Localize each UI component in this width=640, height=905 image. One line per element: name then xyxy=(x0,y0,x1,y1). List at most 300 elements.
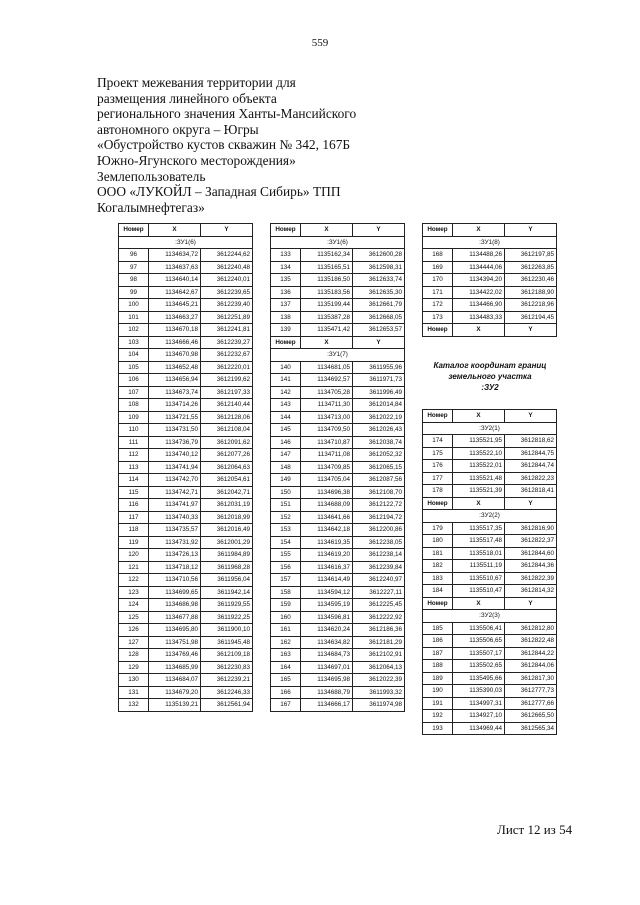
column-header-number: Номер xyxy=(423,597,453,610)
title-line: автономного округа – Югры xyxy=(97,121,259,137)
coordinate-x: 1134666,46 xyxy=(149,336,201,349)
point-number: 147 xyxy=(271,449,301,462)
point-number: 144 xyxy=(271,411,301,424)
coordinate-x: 1135186,50 xyxy=(301,274,353,287)
coordinate-x: 1135387,28 xyxy=(301,311,353,324)
point-number: 176 xyxy=(423,460,453,473)
table-row xyxy=(423,647,557,660)
coordinate-x: 1134699,65 xyxy=(149,586,201,599)
point-number: 121 xyxy=(119,561,149,574)
coordinate-x: 1134688,79 xyxy=(301,686,353,699)
point-number: 145 xyxy=(271,424,301,437)
coordinate-y: 3612227,11 xyxy=(353,586,405,599)
table-header-row xyxy=(423,597,557,610)
point-number: 183 xyxy=(423,572,453,585)
coordinate-y: 3612218,96 xyxy=(505,299,557,312)
table-row xyxy=(271,461,405,474)
point-number: 193 xyxy=(423,722,453,735)
section-row xyxy=(423,610,557,623)
table-row xyxy=(119,674,253,687)
coordinate-x: 1134709,50 xyxy=(301,424,353,437)
table-row xyxy=(423,249,557,262)
table-row xyxy=(271,536,405,549)
coordinate-y: 3611968,28 xyxy=(201,561,253,574)
point-number: 149 xyxy=(271,474,301,487)
coordinate-y: 3612108,04 xyxy=(201,424,253,437)
coordinate-y: 3612140,44 xyxy=(201,399,253,412)
coordinate-y: 3612240,01 xyxy=(201,274,253,287)
coordinate-x: 1134619,35 xyxy=(301,536,353,549)
table-header-row xyxy=(423,497,557,510)
coordinate-x: 1134711,08 xyxy=(301,449,353,462)
point-number: 191 xyxy=(423,697,453,710)
point-number: 128 xyxy=(119,649,149,662)
point-number: 141 xyxy=(271,374,301,387)
table-row xyxy=(423,472,557,485)
column-header-x: X xyxy=(453,597,505,610)
table-row xyxy=(271,449,405,462)
coordinate-x: 1134736,79 xyxy=(149,436,201,449)
column-header-x: X xyxy=(453,410,505,423)
coordinate-x: 1134444,06 xyxy=(453,261,505,274)
coordinate-y: 3612239,21 xyxy=(201,674,253,687)
point-number: 122 xyxy=(119,574,149,587)
point-number: 103 xyxy=(119,336,149,349)
coordinate-y: 3612188,90 xyxy=(505,286,557,299)
coordinate-y: 3612598,31 xyxy=(353,261,405,274)
catalog-caption-line: земельного участка xyxy=(448,372,532,381)
coordinate-y: 3612844,75 xyxy=(505,447,557,460)
table-row xyxy=(271,261,405,274)
point-number: 107 xyxy=(119,386,149,399)
coordinate-x: 1134740,33 xyxy=(149,511,201,524)
coordinate-y: 3612239,65 xyxy=(201,286,253,299)
coordinate-x: 1135521,95 xyxy=(453,435,505,448)
coordinate-y: 3612122,72 xyxy=(353,499,405,512)
point-number: 116 xyxy=(119,499,149,512)
coordinate-y: 3612181,29 xyxy=(353,636,405,649)
coordinate-x: 1134927,10 xyxy=(453,710,505,723)
table-row xyxy=(119,449,253,462)
point-number: 150 xyxy=(271,486,301,499)
point-number: 97 xyxy=(119,261,149,274)
coordinate-y: 3612091,62 xyxy=(201,436,253,449)
point-number: 100 xyxy=(119,299,149,312)
coordinate-y: 3611922,25 xyxy=(201,611,253,624)
coordinate-y: 3612844,74 xyxy=(505,460,557,473)
coordinate-y: 3612561,94 xyxy=(201,699,253,712)
table-row xyxy=(271,286,405,299)
table-row xyxy=(423,697,557,710)
coordinate-y: 3612600,28 xyxy=(353,249,405,262)
coordinate-y: 3612194,45 xyxy=(505,311,557,324)
point-number: 175 xyxy=(423,447,453,460)
coordinate-x: 1134709,85 xyxy=(301,461,353,474)
coordinate-y: 3612661,79 xyxy=(353,299,405,312)
table-row xyxy=(271,524,405,537)
coordinate-y: 3611974,98 xyxy=(353,699,405,712)
point-number: 126 xyxy=(119,624,149,637)
coordinate-x: 1135199,44 xyxy=(301,299,353,312)
table-row xyxy=(271,511,405,524)
table-row xyxy=(271,486,405,499)
table-row xyxy=(119,299,253,312)
coordinate-x: 1134741,94 xyxy=(149,461,201,474)
title-line: Южно-Ягунского месторождения» xyxy=(97,152,296,168)
coordinate-x: 1135165,51 xyxy=(301,261,353,274)
table-row xyxy=(271,436,405,449)
point-number: 135 xyxy=(271,274,301,287)
title-line: Землепользователь xyxy=(97,168,206,184)
title-line: регионального значения Ханты-Мансийского xyxy=(97,106,357,122)
title-line: «Обустройство кустов скважин № 342, 167Б xyxy=(97,137,351,153)
coordinate-y: 3612031,19 xyxy=(201,499,253,512)
coordinate-y: 3612633,74 xyxy=(353,274,405,287)
table-row xyxy=(271,324,405,337)
table-row xyxy=(119,286,253,299)
coordinate-y: 3611955,96 xyxy=(353,361,405,374)
table-row xyxy=(271,699,405,712)
coordinate-y: 3612844,22 xyxy=(505,647,557,660)
coordinate-x: 1134677,88 xyxy=(149,611,201,624)
point-number: 189 xyxy=(423,672,453,685)
table-row xyxy=(423,460,557,473)
coordinate-y: 3612022,39 xyxy=(353,674,405,687)
point-number: 109 xyxy=(119,411,149,424)
coordinate-x: 1135390,03 xyxy=(453,685,505,698)
table-row xyxy=(119,486,253,499)
point-number: 99 xyxy=(119,286,149,299)
coordinate-y: 3612128,06 xyxy=(201,411,253,424)
coordinate-y: 3611971,73 xyxy=(353,374,405,387)
coordinate-y: 3612230,46 xyxy=(505,274,557,287)
table-row xyxy=(423,622,557,635)
coordinate-x: 1135518,01 xyxy=(453,547,505,560)
coordinate-y: 3611929,55 xyxy=(201,599,253,612)
coordinate-x: 1134969,44 xyxy=(453,722,505,735)
point-number: 119 xyxy=(119,536,149,549)
coordinate-y: 3612844,06 xyxy=(505,660,557,673)
table-row xyxy=(119,411,253,424)
table-row xyxy=(119,361,253,374)
table-row xyxy=(423,311,557,324)
table-row xyxy=(423,522,557,535)
table-row xyxy=(119,699,253,712)
section-row xyxy=(119,236,253,249)
column-header-number: Номер xyxy=(423,497,453,510)
point-number: 120 xyxy=(119,549,149,562)
point-number: 169 xyxy=(423,261,453,274)
point-number: 143 xyxy=(271,399,301,412)
coordinate-x: 1134614,49 xyxy=(301,574,353,587)
column-header-y: Y xyxy=(505,224,557,237)
point-number: 151 xyxy=(271,499,301,512)
point-number: 140 xyxy=(271,361,301,374)
table-row xyxy=(423,710,557,723)
coordinate-y: 3612816,90 xyxy=(505,522,557,535)
coordinate-y: 3612668,05 xyxy=(353,311,405,324)
table-row xyxy=(119,686,253,699)
coordinate-y: 3612817,30 xyxy=(505,672,557,685)
point-number: 115 xyxy=(119,486,149,499)
coordinate-y: 3612239,84 xyxy=(353,561,405,574)
table-row xyxy=(119,399,253,412)
point-number: 168 xyxy=(423,249,453,262)
point-number: 186 xyxy=(423,635,453,648)
coordinate-x: 1134741,97 xyxy=(149,499,201,512)
table-row xyxy=(271,411,405,424)
coordinate-x: 1134731,92 xyxy=(149,536,201,549)
table-row xyxy=(271,611,405,624)
point-number: 142 xyxy=(271,386,301,399)
coordinate-y: 3612225,45 xyxy=(353,599,405,612)
column-header-x: X xyxy=(301,224,353,237)
coordinate-x: 1135471,42 xyxy=(301,324,353,337)
coordinate-x: 1134688,09 xyxy=(301,499,353,512)
section-label: :ЗУ1(6) xyxy=(119,236,253,249)
point-number: 185 xyxy=(423,622,453,635)
column-header-number: Номер xyxy=(119,224,149,237)
coordinate-y: 3612038,74 xyxy=(353,436,405,449)
coordinate-x: 1134710,56 xyxy=(149,574,201,587)
point-number: 155 xyxy=(271,549,301,562)
table-row xyxy=(119,574,253,587)
coordinate-x: 1134705,04 xyxy=(301,474,353,487)
table-row xyxy=(423,286,557,299)
coordinate-x: 1134422,02 xyxy=(453,286,505,299)
section-label: :ЗУ2(2) xyxy=(423,510,557,523)
point-number: 171 xyxy=(423,286,453,299)
table-header-row xyxy=(423,224,557,237)
table-row xyxy=(423,722,557,735)
table-row xyxy=(271,311,405,324)
point-number: 130 xyxy=(119,674,149,687)
coordinate-x: 1134483,33 xyxy=(453,311,505,324)
coordinate-y: 3612054,61 xyxy=(201,474,253,487)
coordinate-x: 1134695,98 xyxy=(301,674,353,687)
table-row xyxy=(119,349,253,362)
table-row xyxy=(423,572,557,585)
coordinate-y: 3612818,41 xyxy=(505,485,557,498)
title-line: ООО «ЛУКОЙЛ – Западная Сибирь» ТПП xyxy=(97,184,341,200)
table-row xyxy=(119,461,253,474)
coordinate-y: 3612199,62 xyxy=(201,374,253,387)
table-header-row xyxy=(423,324,557,337)
point-number: 158 xyxy=(271,586,301,599)
coordinate-x: 1134634,82 xyxy=(301,636,353,649)
point-number: 113 xyxy=(119,461,149,474)
coordinate-x: 1134997,31 xyxy=(453,697,505,710)
table-row xyxy=(271,374,405,387)
title-line: Когалымнефтегаз» xyxy=(97,199,205,215)
table-row xyxy=(119,661,253,674)
coordinate-y: 3612232,67 xyxy=(201,349,253,362)
table-row xyxy=(271,424,405,437)
table-row xyxy=(271,599,405,612)
coordinate-x: 1134684,73 xyxy=(301,649,353,662)
table-row xyxy=(271,386,405,399)
coordinate-x: 1135517,35 xyxy=(453,522,505,535)
coordinate-x: 1134642,18 xyxy=(301,524,353,537)
catalog-caption-line: Каталог координат границ xyxy=(433,361,547,370)
table-row xyxy=(423,261,557,274)
point-number: 190 xyxy=(423,685,453,698)
title-line: Проект межевания территории для xyxy=(97,75,296,90)
coordinate-y: 3612239,27 xyxy=(201,336,253,349)
point-number: 146 xyxy=(271,436,301,449)
coordinate-y: 3612016,49 xyxy=(201,524,253,537)
point-number: 161 xyxy=(271,624,301,637)
table-header-row xyxy=(423,410,557,423)
coordinate-y: 3612064,13 xyxy=(353,661,405,674)
coordinate-x: 1134634,72 xyxy=(149,249,201,262)
coordinate-y: 3611900,10 xyxy=(201,624,253,637)
coordinate-y: 3612635,30 xyxy=(353,286,405,299)
table-row xyxy=(119,274,253,287)
coordinate-y: 3612822,39 xyxy=(505,572,557,585)
point-number: 139 xyxy=(271,324,301,337)
table-header-row xyxy=(271,336,405,349)
point-number: 157 xyxy=(271,574,301,587)
coordinate-x: 1134670,98 xyxy=(149,349,201,362)
point-number: 187 xyxy=(423,647,453,660)
point-number: 166 xyxy=(271,686,301,699)
catalog-caption-line: :ЗУ2 xyxy=(481,383,499,392)
coordinates-table-4 xyxy=(422,409,557,735)
point-number: 110 xyxy=(119,424,149,437)
column-header-x: X xyxy=(453,324,505,337)
coordinate-x: 1134681,05 xyxy=(301,361,353,374)
coordinate-x: 1135506,65 xyxy=(453,635,505,648)
section-row xyxy=(423,510,557,523)
coordinate-y: 3612844,36 xyxy=(505,560,557,573)
table-row xyxy=(271,249,405,262)
column-header-y: Y xyxy=(505,410,557,423)
coordinate-y: 3612844,60 xyxy=(505,547,557,560)
coordinate-x: 1135495,66 xyxy=(453,672,505,685)
table-row xyxy=(271,474,405,487)
coordinate-x: 1134645,21 xyxy=(149,299,201,312)
point-number: 98 xyxy=(119,274,149,287)
table-row xyxy=(119,474,253,487)
point-number: 181 xyxy=(423,547,453,560)
sheet-counter: Лист 12 из 54 xyxy=(497,822,573,837)
coordinate-x: 1134641,66 xyxy=(301,511,353,524)
coordinate-x: 1134751,98 xyxy=(149,636,201,649)
coordinate-y: 3612102,91 xyxy=(353,649,405,662)
coordinate-x: 1134742,70 xyxy=(149,474,201,487)
coordinate-x: 1135510,67 xyxy=(453,572,505,585)
coordinate-x: 1134726,13 xyxy=(149,549,201,562)
point-number: 167 xyxy=(271,699,301,712)
coordinate-x: 1134684,07 xyxy=(149,674,201,687)
coordinate-y: 3612220,01 xyxy=(201,361,253,374)
column-header-x: X xyxy=(301,336,353,349)
coordinate-y: 3612240,97 xyxy=(353,574,405,587)
table-row xyxy=(423,299,557,312)
column-header-x: X xyxy=(453,497,505,510)
point-number: 173 xyxy=(423,311,453,324)
point-number: 179 xyxy=(423,522,453,535)
coordinate-x: 1135506,41 xyxy=(453,622,505,635)
table-row xyxy=(119,624,253,637)
point-number: 159 xyxy=(271,599,301,612)
coordinate-y: 3611996,49 xyxy=(353,386,405,399)
coordinate-x: 1134686,98 xyxy=(149,599,201,612)
point-number: 118 xyxy=(119,524,149,537)
table-row xyxy=(119,374,253,387)
table-row xyxy=(271,624,405,637)
section-row xyxy=(423,422,557,435)
point-number: 138 xyxy=(271,311,301,324)
coordinate-y: 3612238,05 xyxy=(353,536,405,549)
coordinates-table-2 xyxy=(270,223,405,712)
table-row xyxy=(423,585,557,598)
coordinate-y: 3612240,48 xyxy=(201,261,253,274)
coordinate-x: 1135522,01 xyxy=(453,460,505,473)
table-row xyxy=(423,485,557,498)
table-row xyxy=(423,685,557,698)
point-number: 162 xyxy=(271,636,301,649)
point-number: 163 xyxy=(271,649,301,662)
coordinate-y: 3612230,83 xyxy=(201,661,253,674)
table-row xyxy=(423,635,557,648)
section-label: :ЗУ1(8) xyxy=(423,236,557,249)
coordinate-x: 1134714,26 xyxy=(149,399,201,412)
coordinate-x: 1134488,26 xyxy=(453,249,505,262)
point-number: 133 xyxy=(271,249,301,262)
table-row xyxy=(271,686,405,699)
coordinate-y: 3611984,89 xyxy=(201,549,253,562)
point-number: 129 xyxy=(119,661,149,674)
coordinate-y: 3612814,32 xyxy=(505,585,557,598)
coordinate-y: 3612241,81 xyxy=(201,324,253,337)
coordinate-x: 1134735,57 xyxy=(149,524,201,537)
coordinate-y: 3612197,33 xyxy=(201,386,253,399)
point-number: 125 xyxy=(119,611,149,624)
coordinate-x: 1134695,80 xyxy=(149,624,201,637)
coordinate-x: 1134619,20 xyxy=(301,549,353,562)
coordinate-x: 1135510,47 xyxy=(453,585,505,598)
point-number: 124 xyxy=(119,599,149,612)
coordinate-y: 3612812,80 xyxy=(505,622,557,635)
coordinate-y: 3612064,63 xyxy=(201,461,253,474)
column-header-y: Y xyxy=(353,224,405,237)
coordinate-x: 1134711,30 xyxy=(301,399,353,412)
coordinates-table-1 xyxy=(118,223,253,712)
column-header-y: Y xyxy=(505,497,557,510)
coordinate-x: 1134616,37 xyxy=(301,561,353,574)
table-row xyxy=(271,299,405,312)
column-header-y: Y xyxy=(353,336,405,349)
coordinate-y: 3612246,33 xyxy=(201,686,253,699)
coordinate-y: 3612108,70 xyxy=(353,486,405,499)
table-row xyxy=(119,524,253,537)
coordinate-x: 1134670,18 xyxy=(149,324,201,337)
coordinate-x: 1134769,46 xyxy=(149,649,201,662)
coordinate-y: 3611956,04 xyxy=(201,574,253,587)
coordinate-y: 3611993,32 xyxy=(353,686,405,699)
column-header-number: Номер xyxy=(423,224,453,237)
coordinate-x: 1134696,38 xyxy=(301,486,353,499)
coordinate-y: 3611945,48 xyxy=(201,636,253,649)
coordinate-y: 3612251,89 xyxy=(201,311,253,324)
table-row xyxy=(423,547,557,560)
coordinate-y: 3612042,71 xyxy=(201,486,253,499)
table-row xyxy=(423,447,557,460)
coordinate-y: 3612244,62 xyxy=(201,249,253,262)
section-row xyxy=(271,349,405,362)
